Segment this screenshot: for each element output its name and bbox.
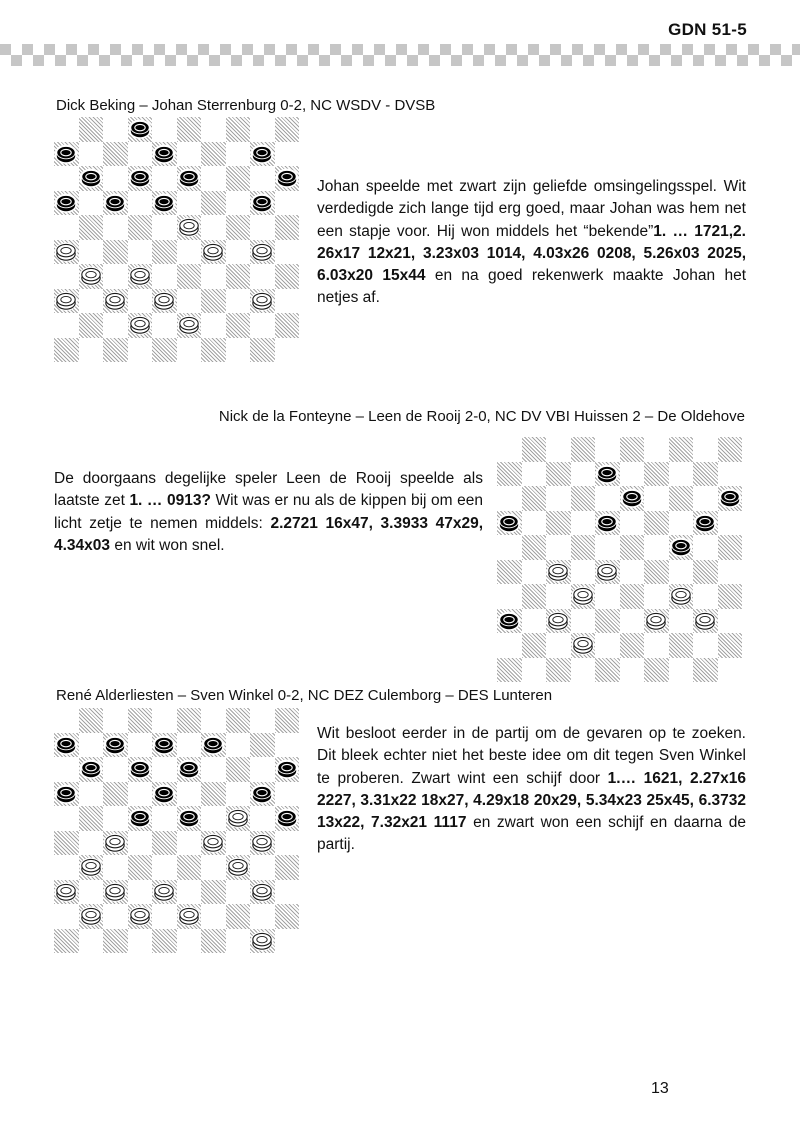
move-notation: 1. … 0913? xyxy=(129,492,211,510)
dark-square xyxy=(250,338,275,363)
dark-square xyxy=(718,633,743,658)
dark-square xyxy=(693,560,718,585)
dark-square xyxy=(669,486,694,511)
black-piece xyxy=(152,142,176,166)
black-piece xyxy=(177,757,201,781)
dark-square xyxy=(54,831,79,856)
move-notation: 1. … 1721,2. 26x17 12x21, 3.23x03 1014, 4.03x26 0208, 5.26x03 2025, 6.03x20 15x44 xyxy=(317,222,746,285)
dark-square xyxy=(546,658,571,683)
game-commentary xyxy=(54,468,483,557)
white-piece xyxy=(103,289,127,313)
white-piece xyxy=(644,609,668,633)
dark-square xyxy=(201,782,226,807)
dark-square xyxy=(522,535,547,560)
dark-square xyxy=(497,462,522,487)
dark-square xyxy=(201,880,226,905)
dark-square xyxy=(669,437,694,462)
dark-square xyxy=(497,658,522,683)
dark-square xyxy=(152,240,177,265)
dark-square xyxy=(546,462,571,487)
black-piece xyxy=(718,486,742,510)
black-piece xyxy=(103,733,127,757)
black-piece xyxy=(103,191,127,215)
dark-square xyxy=(644,560,669,585)
dark-square xyxy=(152,831,177,856)
white-piece xyxy=(669,584,693,608)
dark-square xyxy=(275,117,300,142)
dark-square xyxy=(226,757,251,782)
white-piece xyxy=(595,560,619,584)
dark-square xyxy=(128,215,153,240)
black-piece xyxy=(79,757,103,781)
white-piece xyxy=(128,904,152,928)
move-notation: 2.2721 16x47, 3.3933 47x29, 4.34x03 xyxy=(54,514,483,554)
commentary-text: en wit won snel. xyxy=(110,536,225,554)
dark-square xyxy=(275,215,300,240)
black-piece xyxy=(669,535,693,559)
commentary-text: De doorgaans degelijke speler Leen de Rooij speelde als laatste zet xyxy=(54,470,483,510)
dark-square xyxy=(177,708,202,733)
dark-square xyxy=(522,486,547,511)
white-piece xyxy=(177,904,201,928)
dark-square xyxy=(226,166,251,191)
black-piece xyxy=(497,511,521,535)
dark-square xyxy=(226,313,251,338)
dark-square xyxy=(275,264,300,289)
black-piece xyxy=(275,757,299,781)
dark-square xyxy=(54,338,79,363)
black-piece xyxy=(497,609,521,633)
commentary-text: Johan speelde met zwart zijn geliefde omsingelingsspel. Wit verdedigde zich lange tijd erg goed, maar Johan was hem net een stapje voor. Hij won middels het “bekende” xyxy=(317,178,746,240)
dark-square xyxy=(620,535,645,560)
white-piece xyxy=(250,831,274,855)
dark-square xyxy=(644,658,669,683)
dark-square xyxy=(226,117,251,142)
dark-square xyxy=(620,633,645,658)
draughts-board xyxy=(54,117,299,362)
black-piece xyxy=(275,166,299,190)
dark-square xyxy=(177,117,202,142)
dark-square xyxy=(693,462,718,487)
black-piece xyxy=(128,117,152,141)
black-piece xyxy=(152,733,176,757)
dark-square xyxy=(226,708,251,733)
dark-square xyxy=(79,313,104,338)
dark-square xyxy=(718,584,743,609)
dark-square xyxy=(128,708,153,733)
black-piece xyxy=(152,191,176,215)
white-piece xyxy=(152,880,176,904)
black-piece xyxy=(177,166,201,190)
dark-square xyxy=(522,633,547,658)
black-piece xyxy=(595,462,619,486)
dark-square xyxy=(718,535,743,560)
dark-square xyxy=(201,338,226,363)
black-piece xyxy=(250,191,274,215)
dark-square xyxy=(226,904,251,929)
white-piece xyxy=(201,240,225,264)
dark-square xyxy=(275,855,300,880)
black-piece xyxy=(177,806,201,830)
white-piece xyxy=(571,633,595,657)
dark-square xyxy=(620,584,645,609)
white-piece xyxy=(177,215,201,239)
white-piece xyxy=(103,831,127,855)
white-piece xyxy=(571,584,595,608)
white-piece xyxy=(128,313,152,337)
dark-square xyxy=(571,437,596,462)
dark-square xyxy=(79,708,104,733)
game-title: Dick Beking – Johan Sterrenburg 0-2, NC WSDV - DVSB xyxy=(56,97,436,114)
move-notation: 1.… 1621, 2.27x16 2227, 3.31x22 18x27, 4.29x18 20x29, 5.34x23 25x45, 6.3732 13x22, 7.32x21 1117 xyxy=(317,769,747,832)
black-piece xyxy=(595,511,619,535)
game-commentary xyxy=(317,723,746,857)
black-piece xyxy=(128,806,152,830)
dark-square xyxy=(226,215,251,240)
black-piece xyxy=(79,166,103,190)
white-piece xyxy=(79,855,103,879)
dark-square xyxy=(128,855,153,880)
dark-square xyxy=(103,240,128,265)
white-piece xyxy=(250,240,274,264)
dark-square xyxy=(250,733,275,758)
black-piece xyxy=(54,142,78,166)
dark-square xyxy=(497,560,522,585)
white-piece xyxy=(546,609,570,633)
black-piece xyxy=(275,806,299,830)
dark-square xyxy=(275,708,300,733)
game-title: René Alderliesten – Sven Winkel 0-2, NC DEZ Culemborg – DES Lunteren xyxy=(56,687,553,704)
commentary-text: Wit besloot eerder in de partij om de gevaren op te zoeken. Dit bleek echter niet het beste idee om dit tegen Sven Winkel te proberen. Zwart wint een schijf door xyxy=(317,725,746,787)
dark-square xyxy=(54,929,79,954)
checkered-divider-band xyxy=(0,44,800,66)
dark-square xyxy=(571,486,596,511)
black-piece xyxy=(54,191,78,215)
white-piece xyxy=(693,609,717,633)
dark-square xyxy=(201,289,226,314)
dark-square xyxy=(152,338,177,363)
black-piece xyxy=(250,782,274,806)
dark-square xyxy=(522,584,547,609)
dark-square xyxy=(620,437,645,462)
dark-square xyxy=(595,658,620,683)
black-piece xyxy=(152,782,176,806)
dark-square xyxy=(79,117,104,142)
black-piece xyxy=(54,782,78,806)
white-piece xyxy=(250,929,274,953)
game-commentary xyxy=(317,176,746,310)
dark-square xyxy=(226,264,251,289)
dark-square xyxy=(718,437,743,462)
dark-square xyxy=(669,633,694,658)
white-piece xyxy=(79,904,103,928)
white-piece xyxy=(226,855,250,879)
dark-square xyxy=(79,215,104,240)
dark-square xyxy=(177,264,202,289)
dark-square xyxy=(79,806,104,831)
dark-square xyxy=(152,929,177,954)
black-piece xyxy=(250,142,274,166)
issue-number: GDN 51-5 xyxy=(668,20,747,39)
white-piece xyxy=(103,880,127,904)
black-piece xyxy=(620,486,644,510)
dark-square xyxy=(275,904,300,929)
dark-square xyxy=(693,658,718,683)
dark-square xyxy=(275,313,300,338)
commentary-text: en zwart won een schijf en daarna de partij. xyxy=(317,814,747,854)
commentary-text: en na goed rekenwerk maakte Johan het netjes af. xyxy=(317,267,746,307)
white-piece xyxy=(250,289,274,313)
white-piece xyxy=(79,264,103,288)
black-piece xyxy=(54,733,78,757)
dark-square xyxy=(201,929,226,954)
white-piece xyxy=(177,313,201,337)
white-piece xyxy=(250,880,274,904)
dark-square xyxy=(103,929,128,954)
white-piece xyxy=(54,880,78,904)
dark-square xyxy=(644,511,669,536)
draughts-board xyxy=(497,437,742,682)
dark-square xyxy=(103,338,128,363)
dark-square xyxy=(546,511,571,536)
dark-square xyxy=(103,782,128,807)
black-piece xyxy=(128,757,152,781)
draughts-board xyxy=(54,708,299,953)
game-title: Nick de la Fonteyne – Leen de Rooij 2-0, NC DV VBI Huissen 2 – De Oldehove xyxy=(218,408,745,425)
commentary-text: Wit was er nu als de kippen bij om een licht zetje te nemen middels: xyxy=(54,492,483,532)
white-piece xyxy=(152,289,176,313)
dark-square xyxy=(103,142,128,167)
white-piece xyxy=(54,289,78,313)
dark-square xyxy=(571,535,596,560)
black-piece xyxy=(128,166,152,190)
white-piece xyxy=(54,240,78,264)
black-piece xyxy=(693,511,717,535)
dark-square xyxy=(177,855,202,880)
white-piece xyxy=(226,806,250,830)
dark-square xyxy=(201,191,226,216)
dark-square xyxy=(201,142,226,167)
white-piece xyxy=(128,264,152,288)
white-piece xyxy=(546,560,570,584)
black-piece xyxy=(201,733,225,757)
white-piece xyxy=(201,831,225,855)
dark-square xyxy=(522,437,547,462)
dark-square xyxy=(644,462,669,487)
dark-square xyxy=(595,609,620,634)
page-number: 13 xyxy=(651,1080,669,1097)
